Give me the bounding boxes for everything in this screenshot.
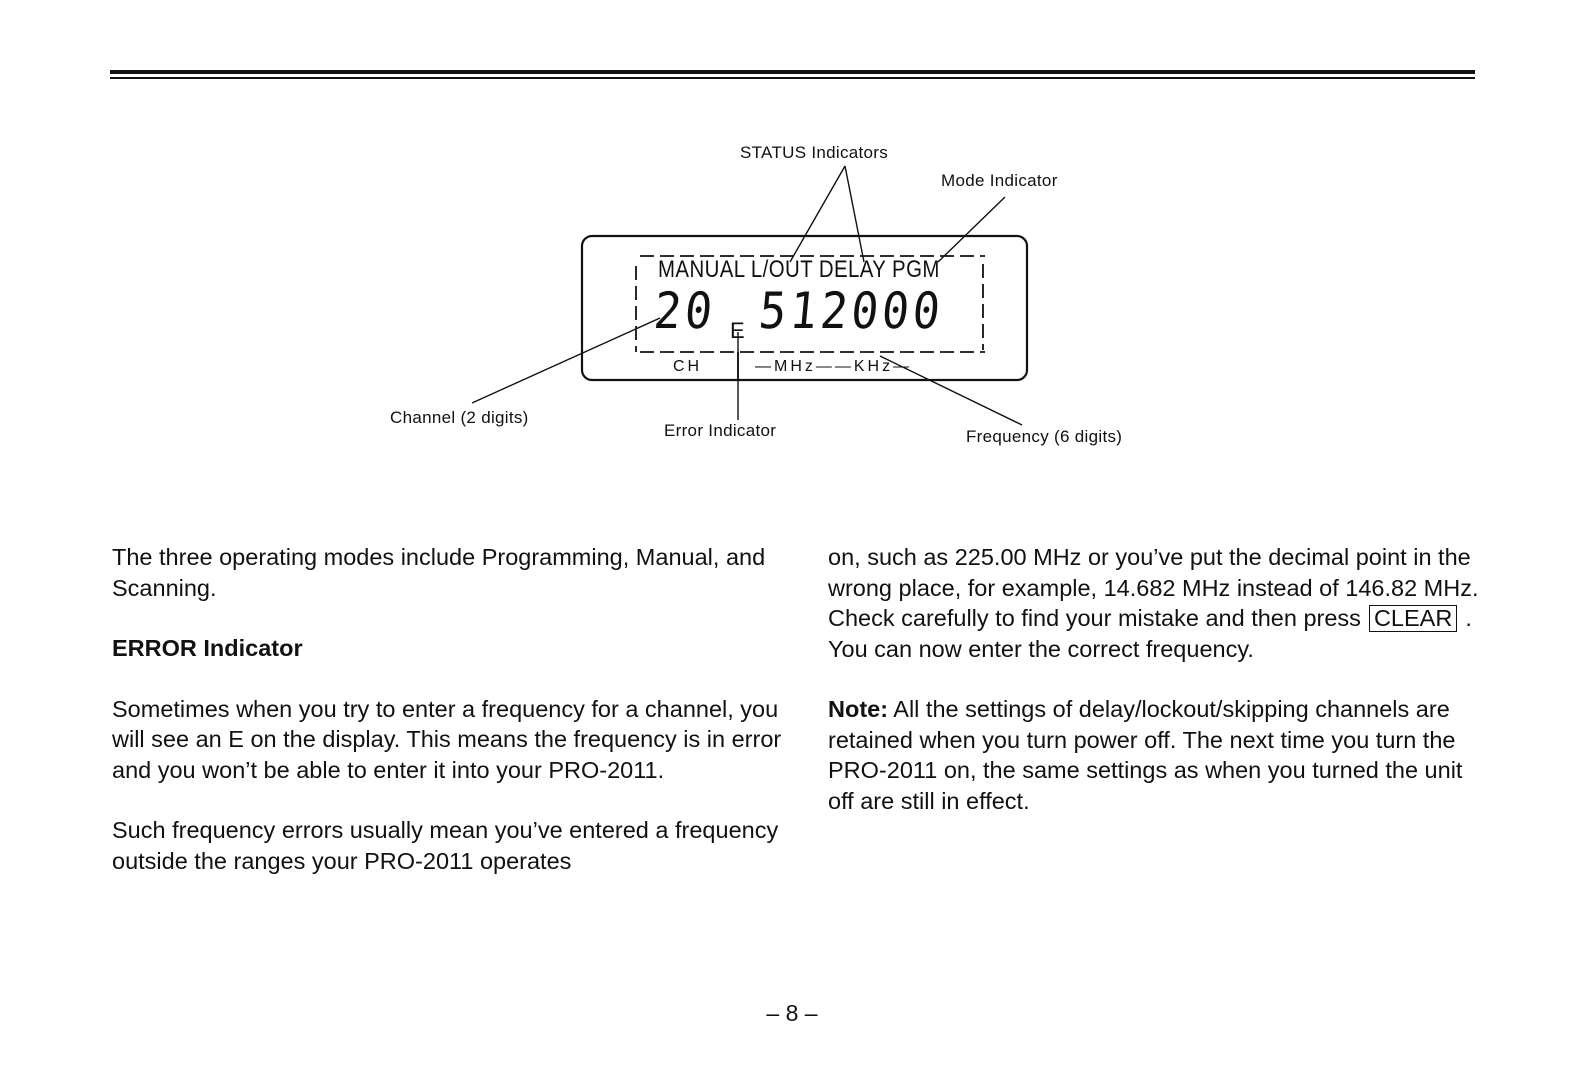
correction-paragraph [828,542,1488,664]
lcd-status-row: MANUAL L/OUT DELAY PGM [658,256,940,283]
modes-paragraph: The three operating modes include Programming, Manual, and Scanning. [112,544,766,601]
error-indicator-label: Error Indicator [664,421,777,440]
mode-leader [938,197,1005,262]
note-text: All the settings of delay/lockout/skipping channels are retained when you turn power off. The next time you turn the PRO-2011 on, the same settings as when you turned the unit off are still in effect. [828,696,1463,814]
frequency-errors-paragraph: Such frequency errors usually mean you’ve entered a frequency outside the ranges your PRO-2011 operates [112,817,779,874]
left-column [112,542,792,876]
error-indicator-heading: ERROR Indicator [112,635,303,661]
lcd-channel-digits: 20 [651,282,719,340]
mode-indicator-label: Mode Indicator [941,171,1058,190]
correction-text-before: on, such as 225.00 MHz or you’ve put the decimal point in the wrong place, for example, 14.682 MHz instead of 146.82 MHz. Check carefully to find your mistake and then press [828,544,1479,631]
clear-key: CLEAR [1369,605,1457,632]
status-indicators-label: STATUS Indicators [740,143,889,162]
note-paragraph [828,694,1488,816]
page-number: – 8 – [766,1000,818,1026]
channel-label: Channel (2 digits) [390,408,529,427]
lcd-ch-label: CH [673,358,703,375]
correction-text-after: . You can now enter the correct frequency. [828,605,1472,662]
lcd-error-indicator: E [730,318,745,343]
status-leader-left [790,166,845,262]
lcd-display-diagram [0,0,1584,470]
note-label: Note: [828,696,889,722]
lcd-diagram-lines [0,0,1584,470]
right-column [828,542,1488,816]
frequency-label: Frequency (6 digits) [966,427,1123,446]
channel-leader [472,318,660,403]
error-description-paragraph: Sometimes when you try to enter a frequency for a channel, you will see an E on the display. This means the frequency is in error and you won’t be able to enter it into your PRO-2011. [112,695,782,783]
lcd-units-label: —MHz——KHz— [755,358,913,375]
status-leader-right [845,166,864,262]
lcd-frequency-digits: 512000 [756,282,947,340]
